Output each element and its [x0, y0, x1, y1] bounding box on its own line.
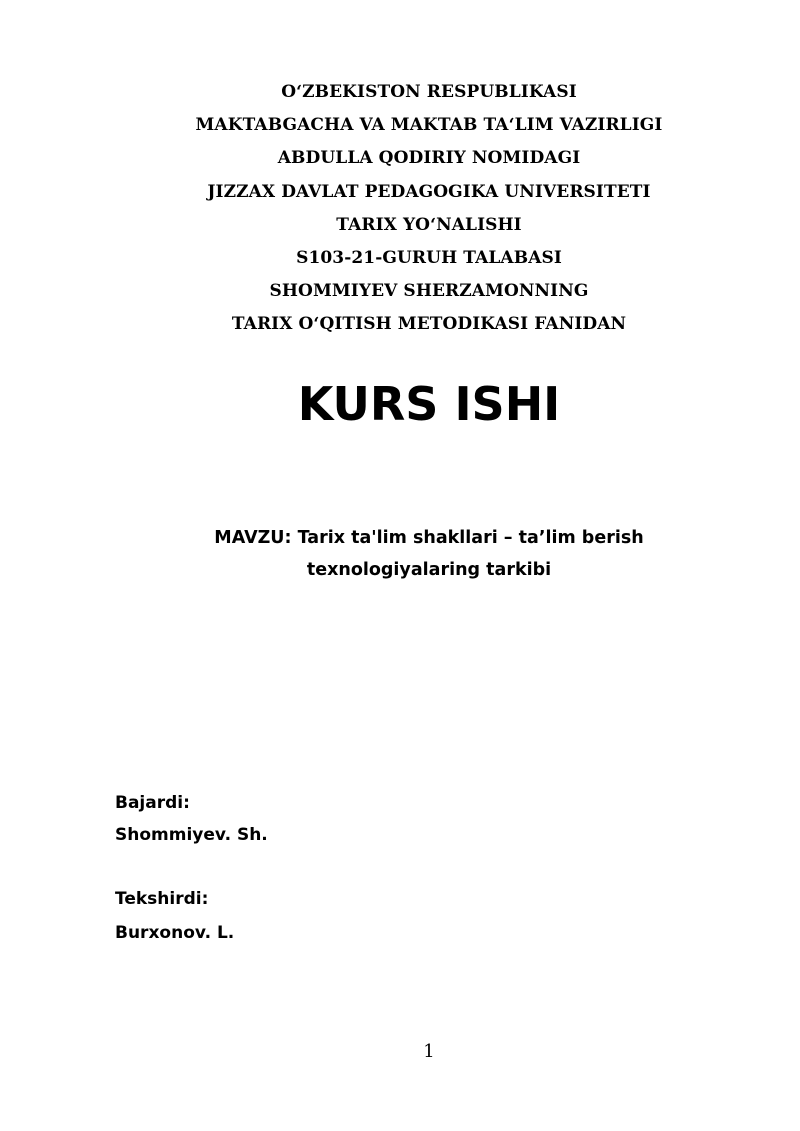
header-line-student: SHOMMIYEV SHERZAMONNING — [269, 281, 589, 302]
performed-by-label: Bajardi: — [115, 793, 190, 813]
page-number: 1 — [423, 1041, 435, 1062]
checked-by-name: Burxonov. L. — [115, 923, 235, 943]
institution-header — [0, 76, 800, 342]
document-title: KURS ISHI — [297, 377, 561, 431]
header-line-ministry-republic: O‘ZBEKISTON RESPUBLIKASI — [281, 82, 577, 102]
header-line-ministry: MAKTABGACHA VA MAKTAB TA‘LIM VAZIRLIGI — [195, 115, 663, 136]
topic-line-1: MAVZU: Tarix ta'lim shakllari – ta’lim berish — [214, 528, 644, 548]
topic-line-2: texnologiyalaring tarkibi — [306, 560, 552, 580]
header-line-university: JIZZAX DAVLAT PEDAGOGIKA UNIVERSITETI — [207, 181, 651, 202]
header-line-direction: TARIX YO‘NALISHI — [336, 214, 522, 235]
checked-by-label: Tekshirdi: — [115, 889, 209, 909]
header-line-subject: TARIX O‘QITISH METODIKASI FANIDAN — [231, 314, 627, 335]
topic-block — [0, 522, 800, 586]
performed-by-name: Shommiyev. Sh. — [115, 825, 268, 845]
header-line-group: S103-21-GURUH TALABASI — [296, 248, 562, 269]
header-line-named-after: ABDULLA QODIRIY NOMIDAGI — [277, 148, 581, 169]
